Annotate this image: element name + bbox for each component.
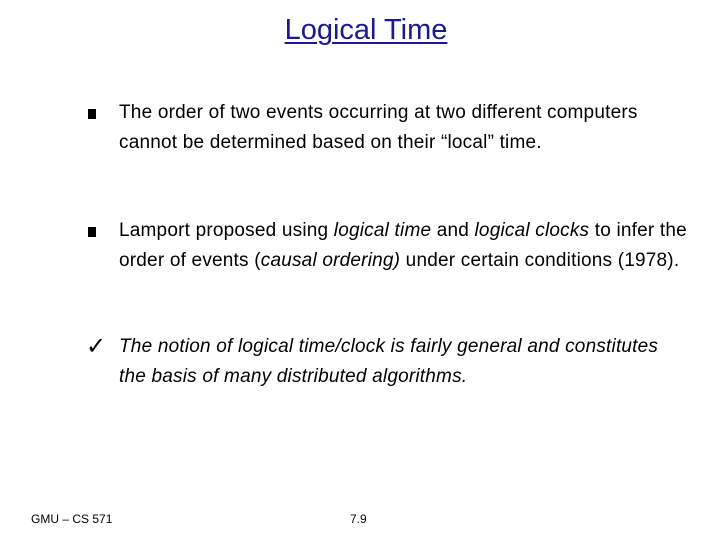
- footer-page-number: 7.9: [350, 512, 367, 526]
- bullet-2-part-2: and: [431, 220, 475, 241]
- bullet-2-emphasis-3: causal ordering): [260, 250, 401, 271]
- bullet-2-emphasis-2: logical clocks: [474, 220, 590, 241]
- footer-course: GMU – CS 571: [31, 512, 113, 526]
- square-bullet-icon: [88, 109, 96, 119]
- bullet-text-3: The notion of logical time/clock is fairly general and constitutes the basis of many distributed algorithms.: [119, 336, 659, 387]
- bullet-2-part-1: Lamport proposed using: [119, 220, 334, 241]
- bullet-2-part-4: under certain conditions (1978).: [400, 250, 680, 271]
- bullet-text-1: The order of two events occurring at two different computers cannot be determined based on their “local” time.: [119, 102, 638, 153]
- slide-title: Logical Time: [284, 14, 448, 46]
- bullet-2-emphasis-1: logical time: [333, 220, 432, 241]
- square-bullet-icon: [88, 227, 96, 237]
- checkmark-icon: ✓: [86, 332, 107, 360]
- bullet-2-part-3: to infer the order of events (: [119, 220, 687, 271]
- bullet-text-2: [119, 216, 689, 276]
